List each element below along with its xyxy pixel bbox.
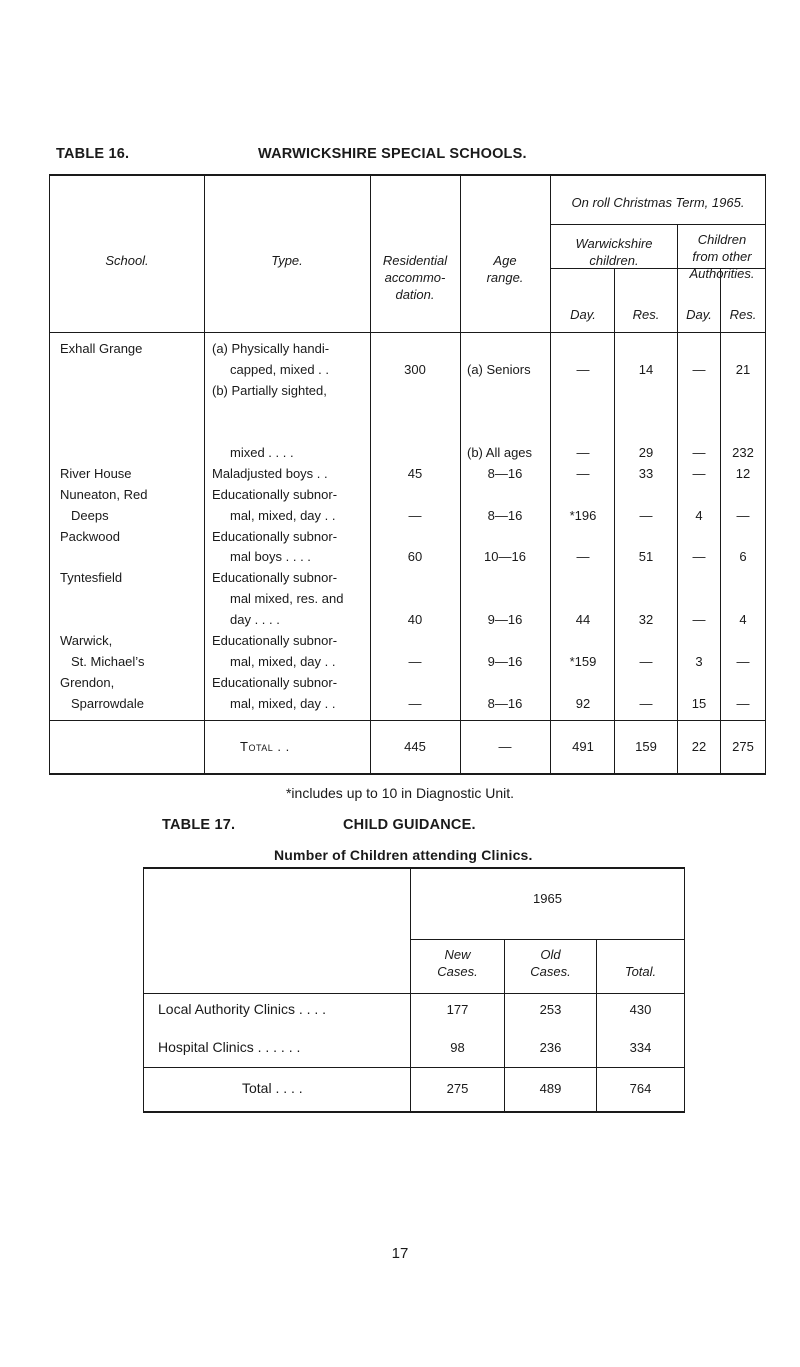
table16-number: TABLE 16.: [56, 146, 130, 162]
school-type: (a) Physically handi-: [212, 341, 330, 356]
total-warwick-res: 159: [635, 739, 657, 754]
cell-total: 334: [629, 1040, 652, 1055]
header-total: Total.: [624, 964, 657, 979]
school-name: Deeps: [71, 508, 109, 523]
cell-other-res: —: [736, 654, 750, 669]
cell-residential: 40: [407, 612, 423, 627]
cell-residential: 60: [407, 549, 423, 564]
cell-warwick-res: —: [639, 508, 653, 523]
header-new-cases: New Cases.: [437, 947, 478, 979]
cell-warwick-res: 51: [638, 549, 654, 564]
cell-warwick-res: 33: [638, 466, 654, 481]
cell-age: (a) Seniors: [467, 362, 531, 377]
cell-other-day: —: [692, 549, 706, 564]
school-type: (b) Partially sighted,: [212, 383, 327, 398]
total-age: —: [498, 739, 512, 754]
cell-residential: 300: [404, 362, 426, 377]
school-name: Tyntesfield: [60, 570, 123, 585]
total-warwick-day: 491: [572, 739, 594, 754]
table16-title: WARWICKSHIRE SPECIAL SCHOOLS.: [258, 146, 527, 162]
cell-total: 430: [629, 1002, 652, 1017]
school-type: Educationally subnor-: [212, 675, 338, 690]
cell-warwick-res: 14: [638, 362, 654, 377]
total-total: 764: [629, 1081, 652, 1096]
cell-other-res: —: [736, 696, 750, 711]
cell-warwick-res: —: [639, 654, 653, 669]
header-residential: Residential accommo- dation.: [382, 253, 448, 302]
table17-subtitle: Number of Children attending Clinics.: [274, 847, 533, 863]
cell-age: (b) All ages: [467, 445, 533, 460]
header-on-roll: On roll Christmas Term, 1965.: [571, 195, 745, 210]
cell-residential: —: [408, 508, 422, 523]
cell-other-day: —: [692, 466, 706, 481]
school-type: mal mixed, res. and: [230, 591, 344, 606]
header-warwick-res: Res.: [632, 307, 660, 322]
school-type: mal, mixed, day . .: [230, 508, 336, 523]
cell-other-res: 21: [735, 362, 751, 377]
cell-warwick-day: *196: [569, 508, 597, 523]
school-name: St. Michael’s: [71, 654, 145, 669]
cell-other-day: —: [692, 362, 706, 377]
cell-other-day: 3: [695, 654, 703, 669]
page-number: 17: [391, 1245, 409, 1262]
school-name: River House: [60, 466, 132, 481]
table17-title: CHILD GUIDANCE.: [343, 817, 476, 833]
row-label: Hospital Clinics . . . . . .: [158, 1039, 301, 1055]
cell-age: 9—16: [487, 612, 523, 627]
total-old: 489: [539, 1081, 562, 1096]
header-old-cases: Old Cases.: [530, 947, 571, 979]
header-warwickshire: Warwickshire children.: [575, 236, 653, 268]
school-type: Maladjusted boys . .: [212, 466, 328, 481]
cell-warwick-res: —: [639, 696, 653, 711]
cell-other-res: 232: [732, 445, 754, 460]
header-school: School.: [105, 253, 149, 268]
table16-footnote: *includes up to 10 in Diagnostic Unit.: [285, 785, 515, 801]
row-label: Local Authority Clinics . . . .: [158, 1001, 327, 1017]
total-other-res: 275: [732, 739, 754, 754]
cell-residential: —: [408, 654, 422, 669]
cell-other-day: 15: [691, 696, 707, 711]
cell-other-res: 12: [735, 466, 751, 481]
school-name: Exhall Grange: [60, 341, 143, 356]
cell-warwick-day: —: [576, 549, 590, 564]
school-name: Warwick,: [60, 633, 113, 648]
school-type: Educationally subnor-: [212, 487, 338, 502]
total-label: Total . .: [240, 739, 290, 754]
cell-age: 8—16: [487, 696, 523, 711]
year-header: 1965: [533, 891, 562, 906]
cell-warwick-res: 32: [638, 612, 654, 627]
school-type: Educationally subnor-: [212, 570, 338, 585]
total-other-day: 22: [691, 739, 707, 754]
total-label: Total . . . .: [242, 1080, 303, 1096]
school-type: mal, mixed, day . .: [230, 696, 336, 711]
cell-new: 177: [446, 1002, 469, 1017]
school-type: mal boys . . . .: [230, 549, 311, 564]
cell-age: 8—16: [487, 508, 523, 523]
school-name: Packwood: [60, 529, 120, 544]
header-other-day: Day.: [686, 307, 712, 322]
cell-age: 8—16: [487, 466, 523, 481]
cell-warwick-day: —: [576, 445, 590, 460]
cell-other-res: 6: [739, 549, 747, 564]
cell-age: 10—16: [484, 549, 526, 564]
cell-warwick-day: 92: [575, 696, 591, 711]
cell-age: 9—16: [487, 654, 523, 669]
school-type: Educationally subnor-: [212, 633, 338, 648]
header-age-range: Age range.: [486, 253, 524, 285]
cell-old: 236: [539, 1040, 562, 1055]
school-type: mixed . . . .: [230, 445, 294, 460]
cell-warwick-res: 29: [638, 445, 654, 460]
cell-new: 98: [450, 1040, 465, 1055]
cell-other-res: —: [736, 508, 750, 523]
cell-other-res: 4: [739, 612, 747, 627]
school-name: Sparrowdale: [71, 696, 144, 711]
school-type: mal, mixed, day . .: [230, 654, 336, 669]
table17-number: TABLE 17.: [162, 817, 236, 833]
school-name: Grendon,: [60, 675, 115, 690]
cell-residential: 45: [407, 466, 423, 481]
cell-other-day: —: [692, 445, 706, 460]
cell-other-day: 4: [695, 508, 703, 523]
cell-residential: —: [408, 696, 422, 711]
cell-warwick-day: *159: [569, 654, 597, 669]
cell-warwick-day: 44: [575, 612, 591, 627]
school-name: Nuneaton, Red: [60, 487, 148, 502]
school-type: Educationally subnor-: [212, 529, 338, 544]
school-type: day . . . .: [230, 612, 280, 627]
cell-warwick-day: —: [576, 466, 590, 481]
total-new: 275: [446, 1081, 469, 1096]
total-residential: 445: [404, 739, 426, 754]
header-other-res: Res.: [729, 307, 757, 322]
cell-old: 253: [539, 1002, 562, 1017]
cell-other-day: —: [692, 612, 706, 627]
header-type: Type.: [271, 253, 303, 268]
school-type: capped, mixed . .: [230, 362, 329, 377]
header-other-authorities: Children from other Authorities.: [689, 232, 755, 281]
header-warwick-day: Day.: [570, 307, 596, 322]
cell-warwick-day: —: [576, 362, 590, 377]
